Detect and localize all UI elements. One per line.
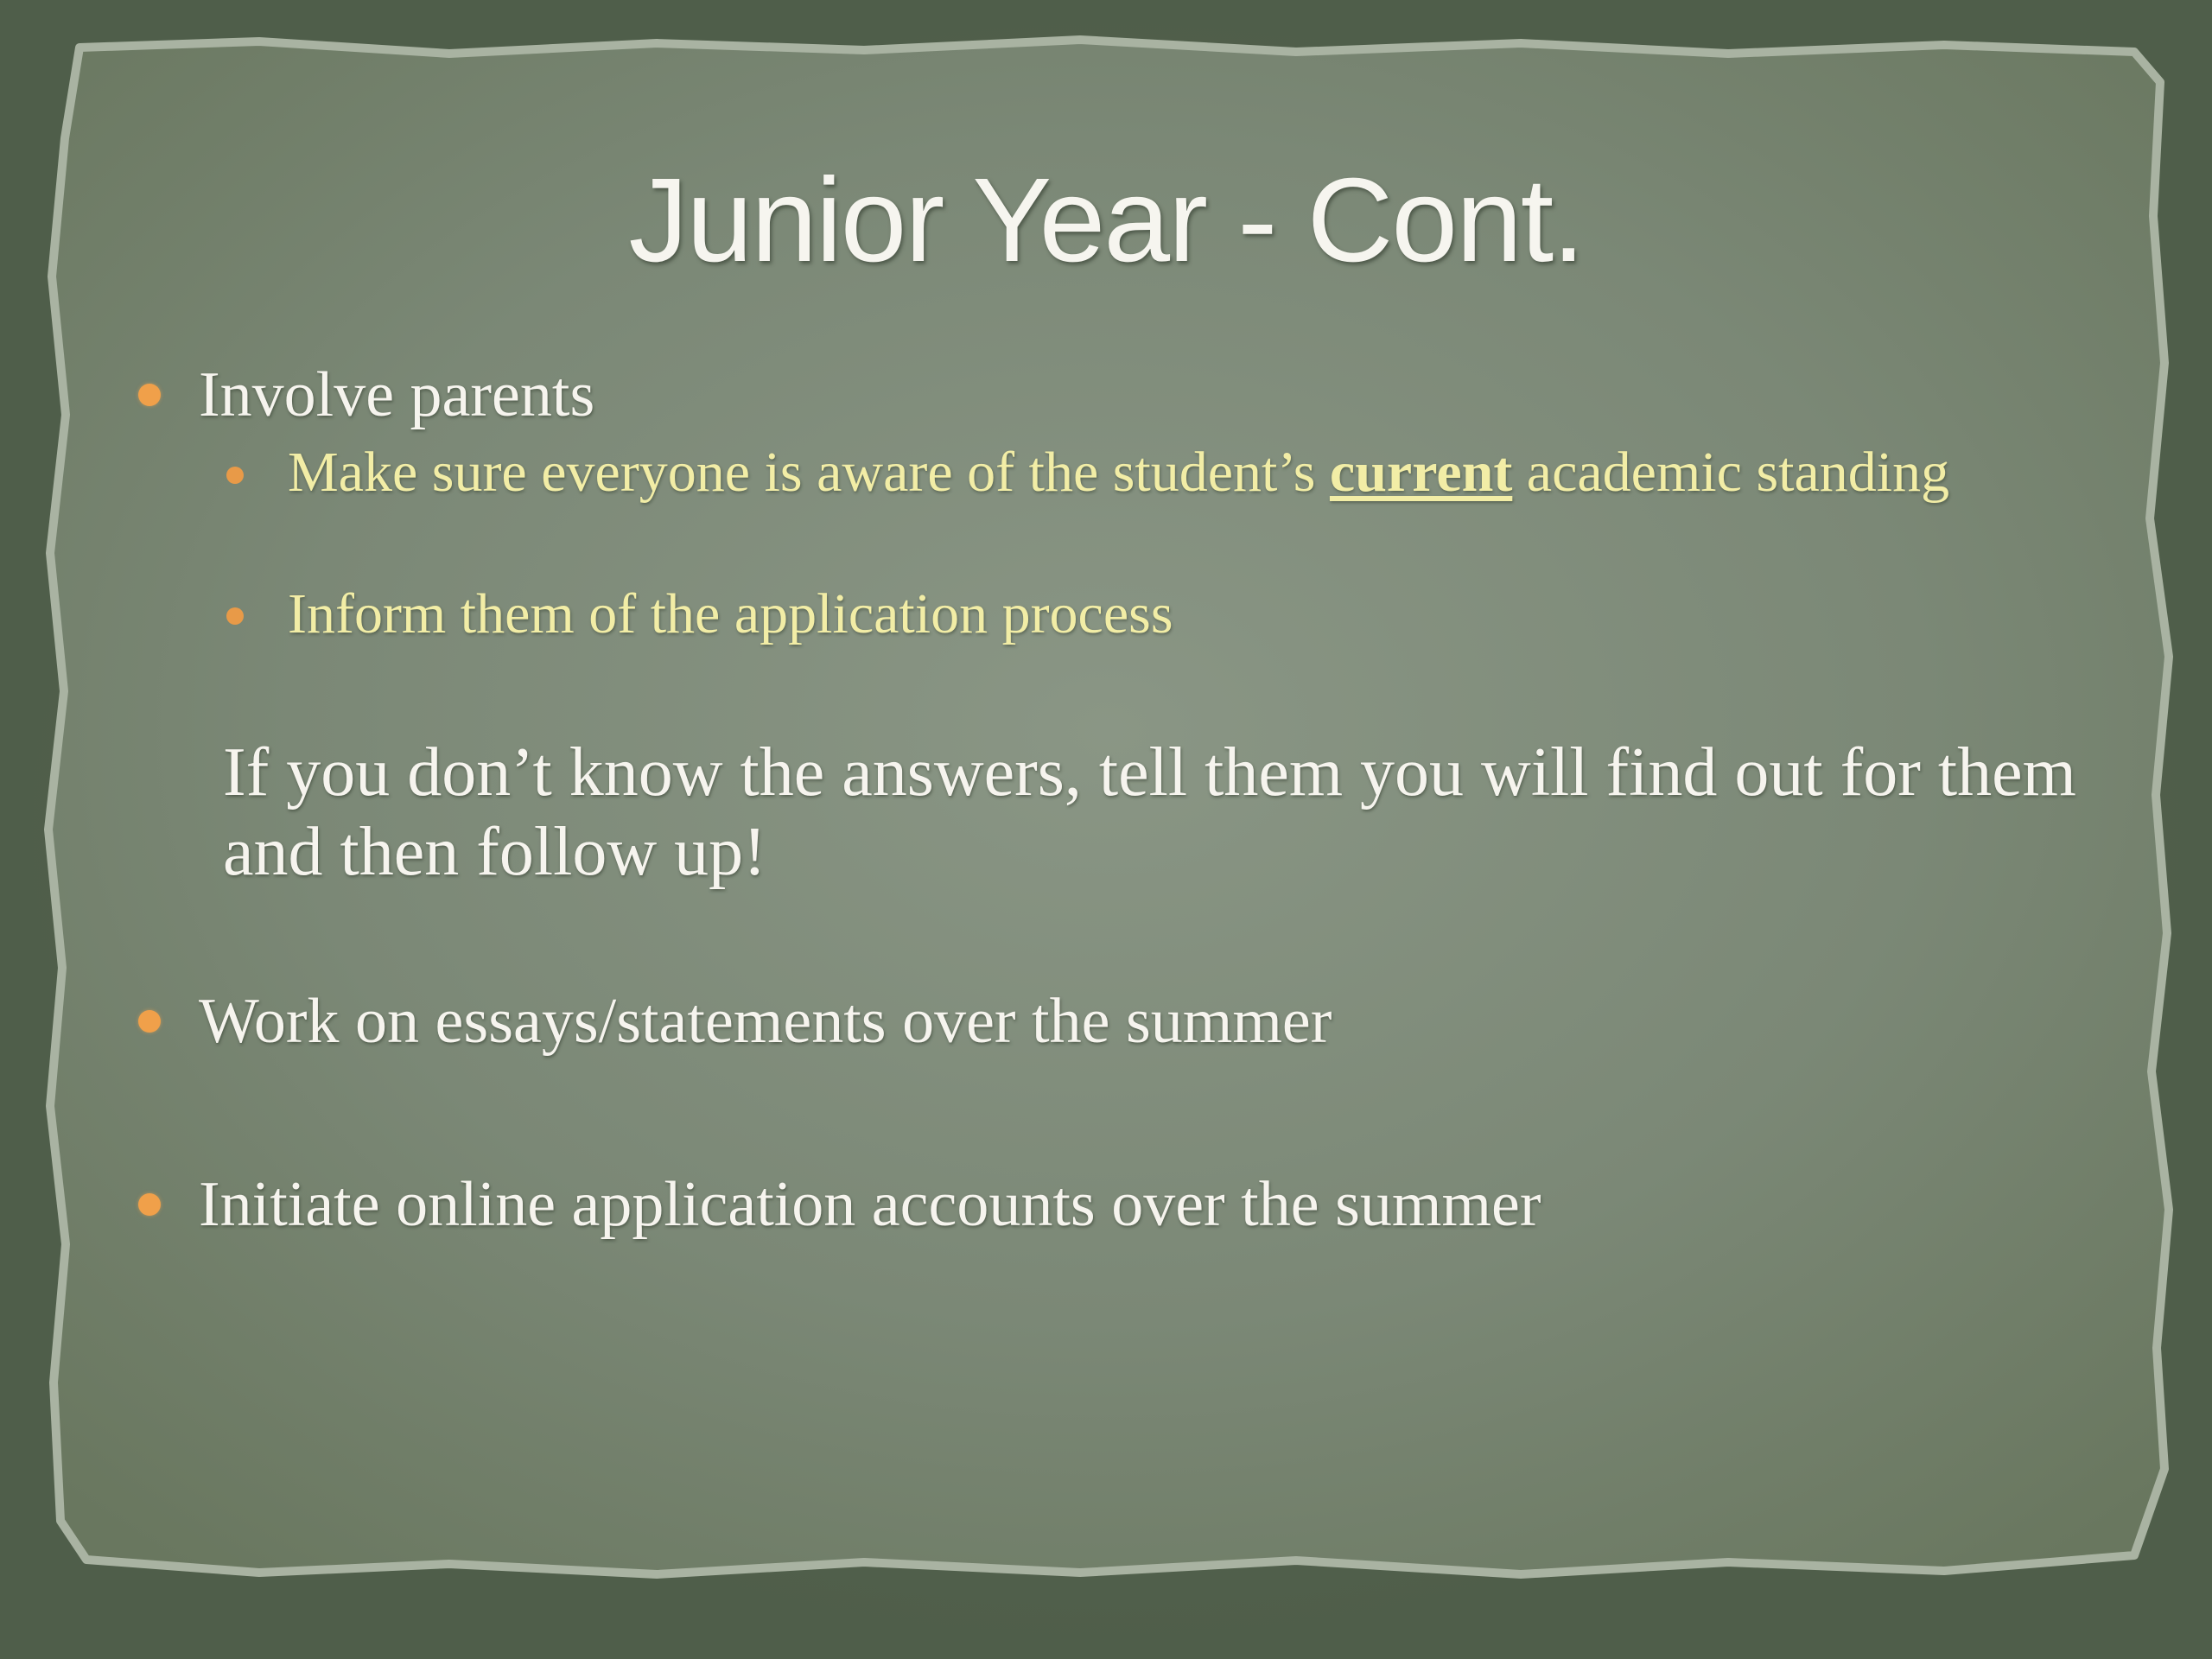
sub-bullet-marker — [226, 467, 244, 484]
sub-bullet-academic-standing — [288, 439, 1999, 506]
sub-bullet-text-after: academic standing — [1512, 441, 1950, 504]
slide-title: Junior Year - Cont. — [628, 154, 1584, 287]
sub-bullet-marker — [226, 607, 244, 625]
bullet-marker — [138, 1010, 161, 1033]
bullet-initiate-accounts: Initiate online application accounts over the summer — [199, 1169, 1541, 1240]
bullet-marker — [138, 1193, 161, 1216]
bullet-work-on-essays: Work on essays/statements over the summer — [199, 986, 1332, 1057]
follow-up-note: If you don’t know the answers, tell them you will find out for them and then follow up! — [223, 734, 2076, 890]
bullet-marker — [138, 384, 161, 406]
sub-bullet-text-before: Make sure everyone is aware of the student’s — [288, 441, 1330, 504]
emphasis-current: current — [1329, 441, 1513, 504]
bullet-involve-parents: Involve parents — [199, 359, 595, 430]
sub-bullet-application-process: Inform them of the application process — [288, 582, 1173, 645]
